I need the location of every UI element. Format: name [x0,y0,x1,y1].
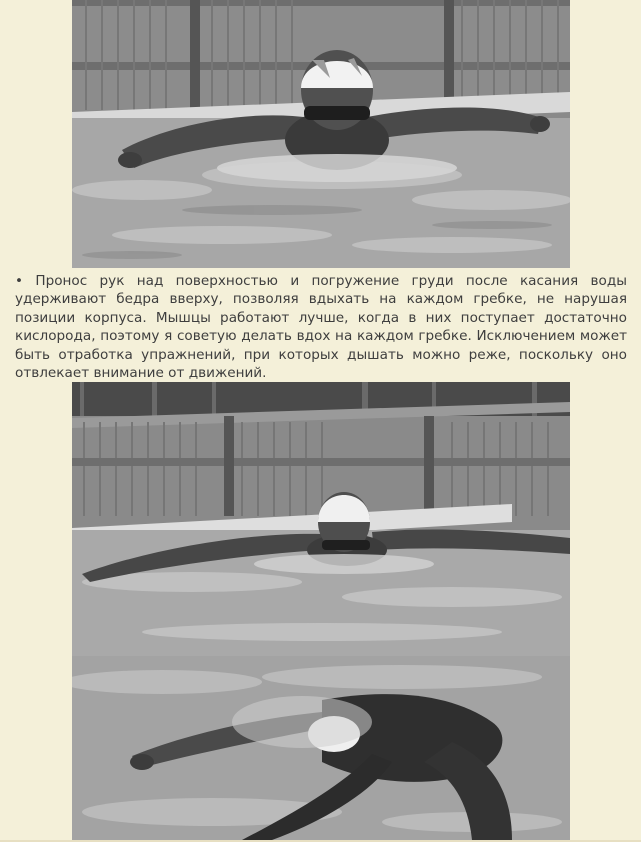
swimmer-photo-top [72,0,570,268]
caption-paragraph: • Пронос рук над поверхностью и погружение груди после касания воды удерживают бедра вверху, позволяя вдыхать на каждом гребке, не нарушая позиции корпуса. Мышцы работают лучше, когда в них поступает достаточно кислорода, поэтому я советую делать вдох на каждом гребке. Исключением может быть отработка упражнений, при которых дышать можно реже, поскольку оно отвлекает внимание от движений. [15,273,627,382]
swimmer-photo-bottom [72,382,570,840]
